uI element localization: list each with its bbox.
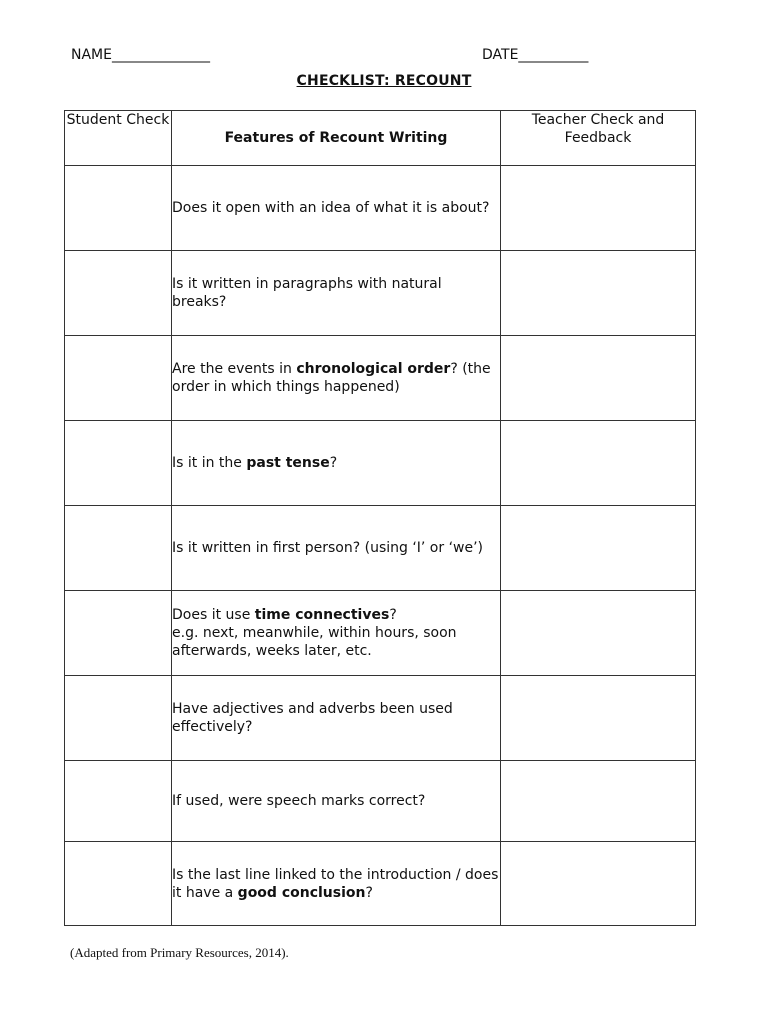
recount-checklist-table [64,110,696,926]
teacher-feedback-cell[interactable] [501,251,696,336]
features-header: Features of Recount Writing [172,111,501,166]
feature-question [172,676,501,761]
feature-text: If used, were speech marks correct? [172,793,426,809]
feature-text: Are the events in [172,361,297,377]
table-header-row [65,111,696,166]
student-check-cell[interactable] [65,506,172,591]
table-row [65,336,696,421]
name-field-label: NAME______________ [71,47,210,63]
student-check-header: Student Check [65,111,172,166]
feature-text: Does it open with an idea of what it is about? [172,200,490,216]
table-row [65,506,696,591]
teacher-feedback-cell[interactable] [501,761,696,842]
citation: (Adapted from Primary Resources, 2014). [70,945,289,960]
teacher-feedback-cell[interactable] [501,421,696,506]
student-check-cell[interactable] [65,251,172,336]
feature-text: ? [389,607,397,623]
student-check-cell[interactable] [65,421,172,506]
feature-text: e.g. next, meanwhile, within hours, soon afterwards, weeks later, etc. [172,625,457,659]
teacher-feedback-cell[interactable] [501,506,696,591]
teacher-feedback-cell[interactable] [501,676,696,761]
table-row [65,166,696,251]
teacher-feedback-cell[interactable] [501,336,696,421]
feature-text: Is it written in first person? (using ‘I’ or ‘we’) [172,540,484,556]
feature-keyword: good conclusion [237,884,366,901]
student-check-cell[interactable] [65,761,172,842]
feature-question [172,842,501,926]
student-check-cell[interactable] [65,842,172,926]
date-field-label: DATE__________ [482,47,589,63]
feature-keyword: past tense [246,455,330,471]
student-check-cell[interactable] [65,336,172,421]
feature-question [172,506,501,591]
student-check-cell[interactable] [65,676,172,761]
feature-question [172,166,501,251]
feature-text: Is it written in paragraphs with natural breaks? [172,276,442,310]
feature-question [172,421,501,506]
teacher-feedback-cell[interactable] [501,591,696,676]
table-row [65,842,696,926]
feature-text: Does it use [172,607,255,623]
page-title: CHECKLIST: RECOUNT [296,73,472,89]
table-row [65,761,696,842]
table-row [65,591,696,676]
student-check-cell[interactable] [65,166,172,251]
table-row [65,676,696,761]
feature-text: ? [365,884,373,901]
teacher-check-header: Teacher Check and Feedback [501,111,696,166]
feature-question [172,761,501,842]
feature-text: Is the last line linked to the introduction / does it have a [172,866,499,901]
feature-question [172,591,501,676]
table-row [65,251,696,336]
feature-text: ? (the order in which things happened) [172,361,491,395]
feature-text: Is it in the [172,455,247,471]
teacher-feedback-cell[interactable] [501,842,696,926]
feature-text: Have adjectives and adverbs been used effectively? [172,701,453,735]
feature-keyword: chronological order [296,361,451,377]
feature-question [172,336,501,421]
teacher-feedback-cell[interactable] [501,166,696,251]
student-check-cell[interactable] [65,591,172,676]
feature-question [172,251,501,336]
table-row [65,421,696,506]
feature-text: ? [329,455,338,471]
feature-keyword: time connectives [254,607,390,623]
